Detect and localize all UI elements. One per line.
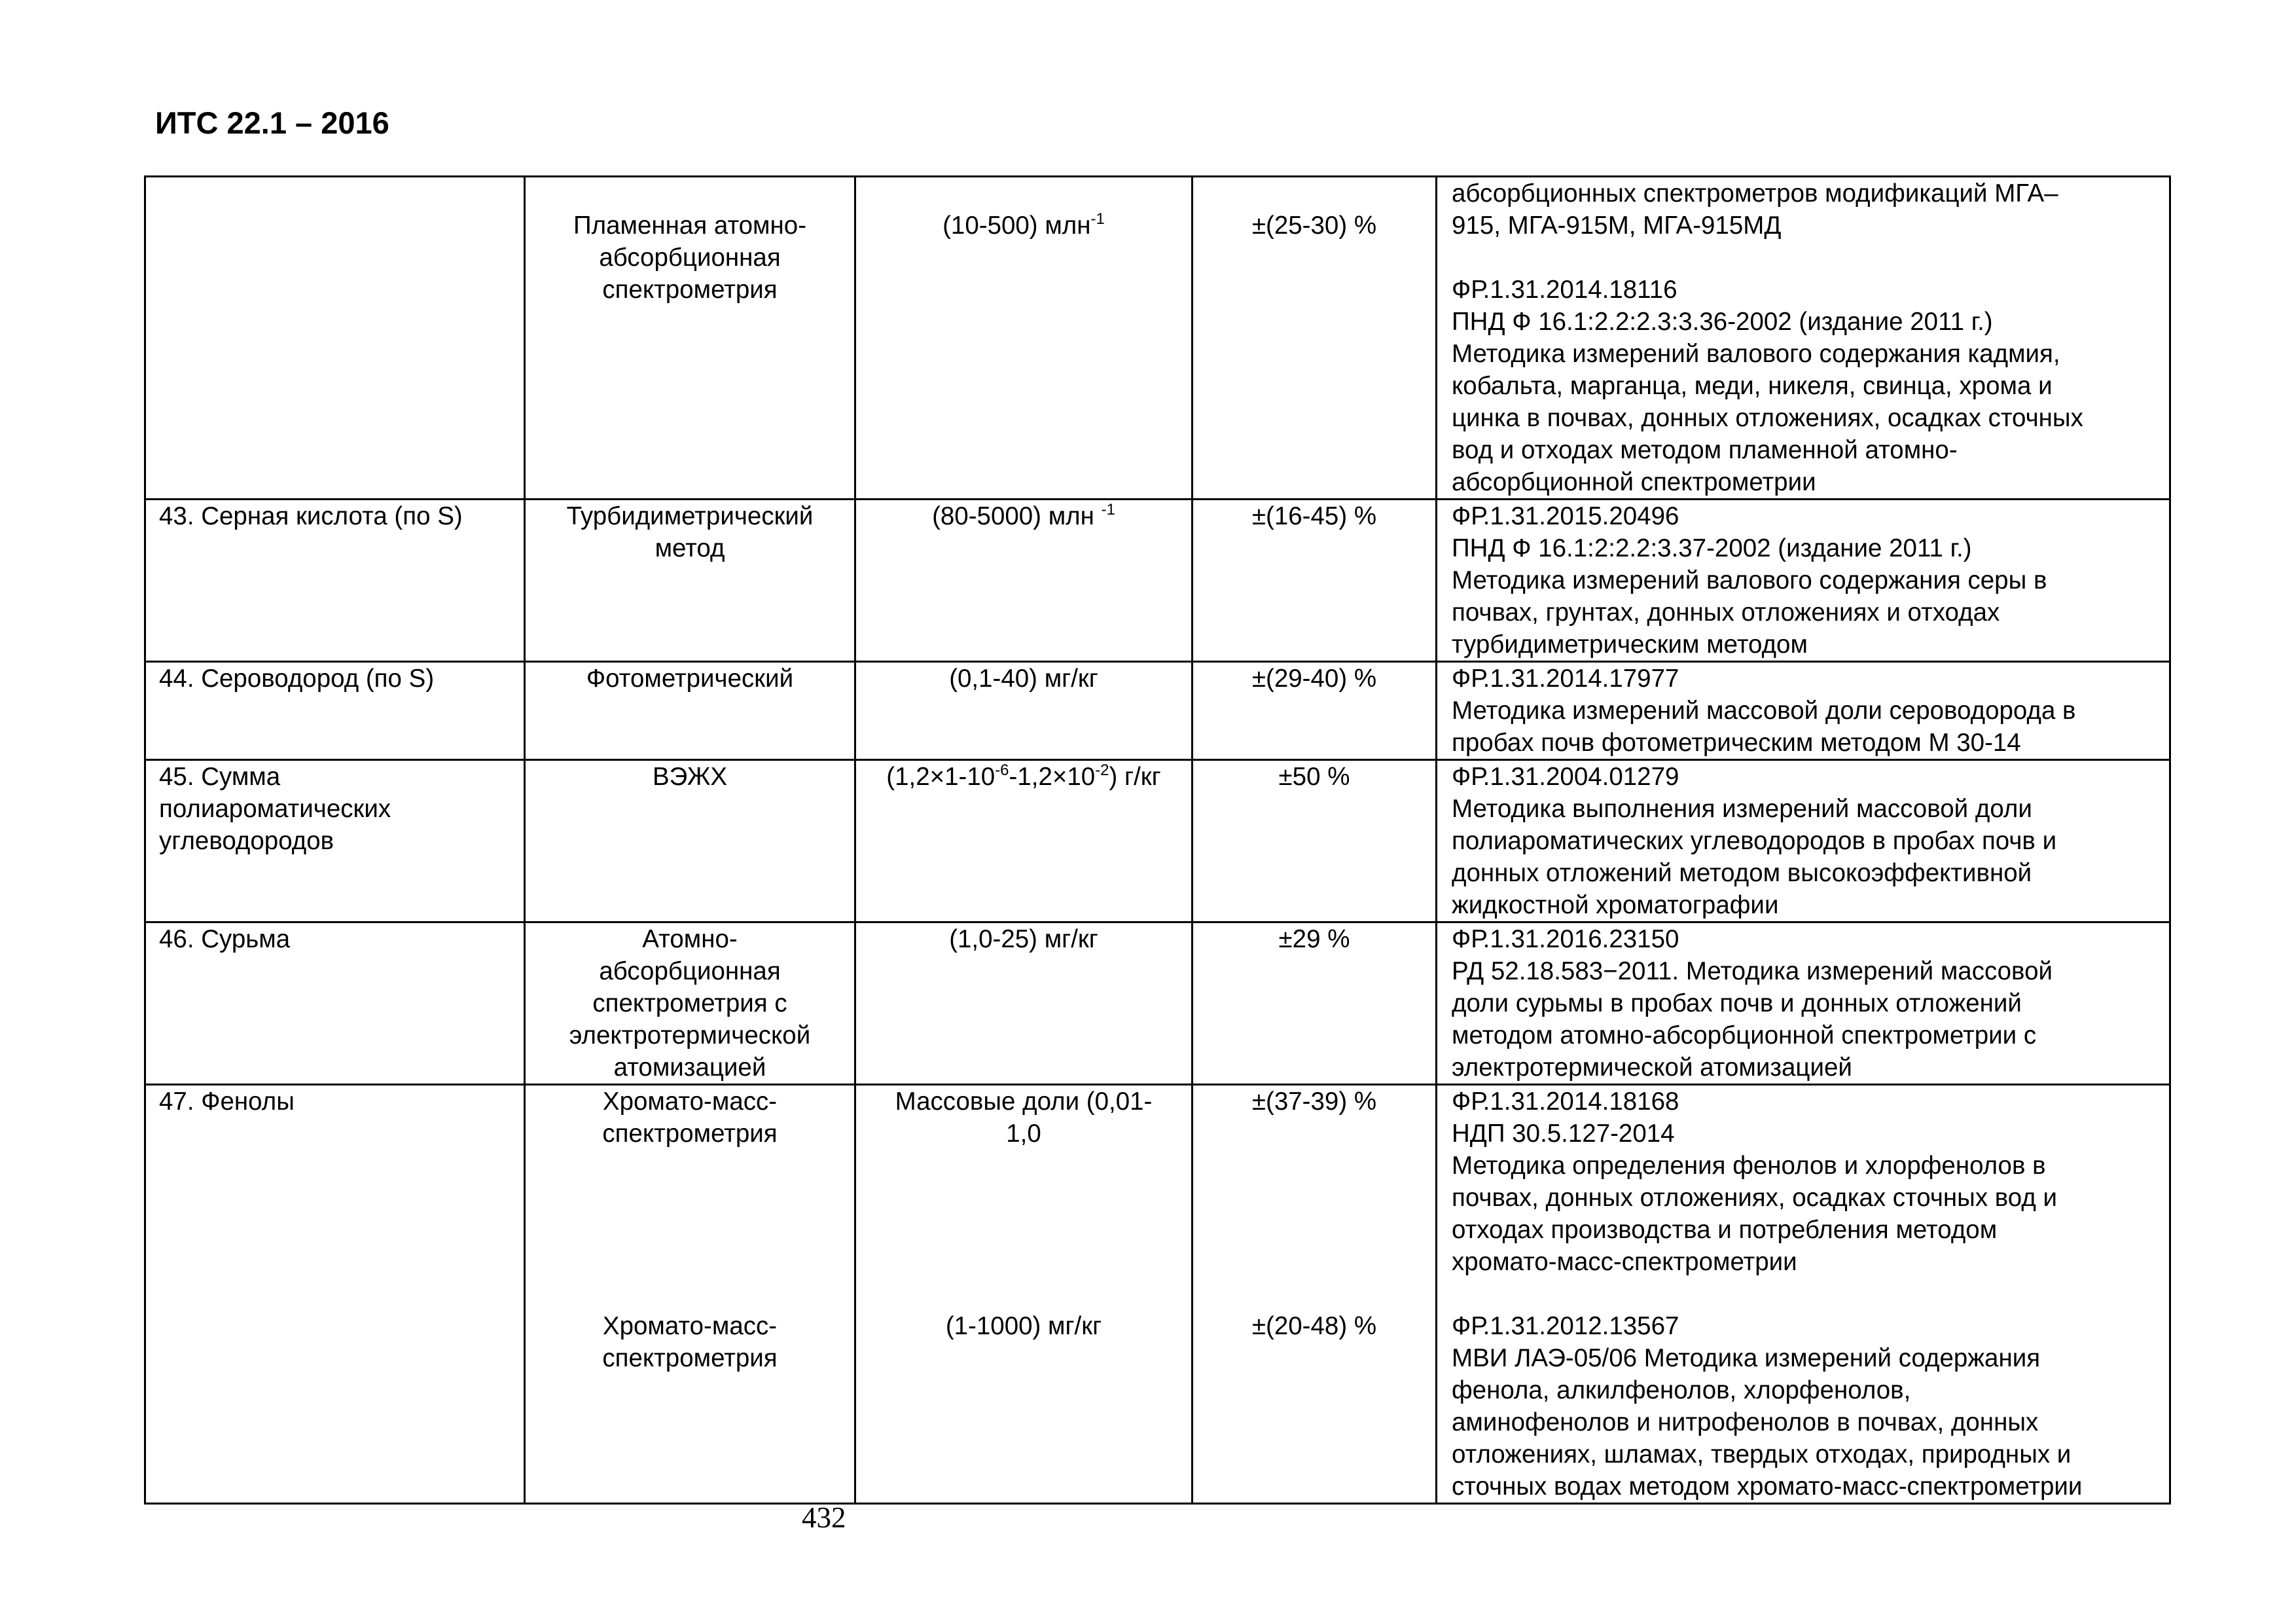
method-line: спектрометрия [602,276,778,304]
method-cell: Атомно- абсорбционная спектрометрия с электротермической атомизацией [525,922,855,1085]
range-cell: (1,0-25) мг/кг [855,922,1193,1085]
range-cell [855,760,1193,922]
reference-cell: ФР.1.31.2014.18168 НДП 30.5.127-2014 Методика определения фенолов и хлорфенолов в почвах, донных отложениях, осадках сточных вод и отходах производства и потребления методом хромато-масс-спектрометрии ФР.1.31.2012.13567 МВИ ЛАЭ-05/06 Методика измерений содержания фенола, алкилфенолов, хлорфенолов, аминофенолов и нитрофенолов в почвах, донных отложениях, шламах, твердых отходах, природных и сточных водах методом хромато-масс-спектрометрии [1437,1085,2170,1504]
method-line: Пламенная атомно- [573,211,807,240]
substance-cell: 47. Фенолы [145,1085,525,1504]
reference-cell: ФР.1.31.2015.20496 ПНД Ф 16.1:2:2.2:3.37-2002 (издание 2011 г.) Методика измерений валового содержания серы в почвах, грунтах, донных отложениях и отходах турбидиметрическим методом [1437,500,2170,662]
table-row [145,662,2170,760]
method-cell: Фотометрический [525,662,855,760]
methods-table [144,175,2171,1504]
substance-cell: 44. Сероводород (по S) [145,662,525,760]
reference-cell: ФР.1.31.2004.01279 Методика выполнения измерений массовой доли полиароматических углеводородов в пробах почв и донных отложений методом высокоэффективной жидкостной хроматографии [1437,760,2170,922]
accuracy-cell: ±50 % [1193,760,1437,922]
reference-cell: ФР.1.31.2014.17977 Методика измерений массовой доли сероводорода в пробах почв фотометрическим методом М 30-14 [1437,662,2170,760]
method-line: абсорбционная [599,244,781,272]
substance-cell [145,177,525,500]
table-row [145,1085,2170,1504]
accuracy-cell: ±(16-45) % [1193,500,1437,662]
range-value: $(1,2\times 1-10^{-6}-1,2\times 10^{-2})$ г/кг [886,761,1161,791]
range-cell: Массовые доли (0,01- 1,0 (1-1000) мг/кг [855,1085,1193,1504]
range-cell [855,177,1193,500]
range-cell [855,500,1193,662]
method-cell: Турбидиметрический метод [525,500,855,662]
reference-cell: ФР.1.31.2016.23150 РД 52.18.583−2011. Методика измерений массовой доли сурьмы в пробах почв и донных отложений методом атомно-абсорбционной спектрометрии с электротермической атомизацией [1437,922,2170,1085]
accuracy-cell: ±(29-40) % [1193,662,1437,760]
accuracy-value: ±(25-30) % [1251,211,1377,240]
accuracy-cell: ±29 % [1193,922,1437,1085]
document-header: ИТС 22.1 – 2016 [155,105,389,140]
substance-cell: 46. Сурьма [145,922,525,1085]
reference-cell: абсорбционных спектрометров модификаций МГА– 915, МГА-915М, МГА-915МД ФР.1.31.2014.18116 ПНД Ф 16.1:2.2:2.3:3.36-2002 (издание 2011 г.) Методика измерений валового содержания кадмия, кобальта, марганца, меди, никеля, свинца, хрома и цинка в почвах, донных отложениях, осадках сточных вод и отходах методом пламенной атомно- абсорбционной спектрометрии [1437,177,2170,500]
range-cell: (0,1-40) мг/кг [855,662,1193,760]
table-row [145,500,2170,662]
method-cell: ВЭЖХ [525,760,855,922]
table-row [145,760,2170,922]
substance-cell: 45. Сумма полиароматических углеводородов [145,760,525,922]
method-cell [525,177,855,500]
substance-cell: 43. Серная кислота (по S) [145,500,525,662]
range-value: (10-500) млн$^{-1}$ [942,210,1105,240]
range-value: (80-5000) млн $^{-1}$ [932,501,1115,530]
accuracy-cell: ±(37-39) % ±(20-48) % [1193,1085,1437,1504]
page-number: 432 [802,1501,846,1534]
method-cell: Хромато-масс- спектрометрия Хромато-масс- спектрометрия [525,1085,855,1504]
accuracy-cell [1193,177,1437,500]
table-row [145,922,2170,1085]
table-row [145,177,2170,500]
